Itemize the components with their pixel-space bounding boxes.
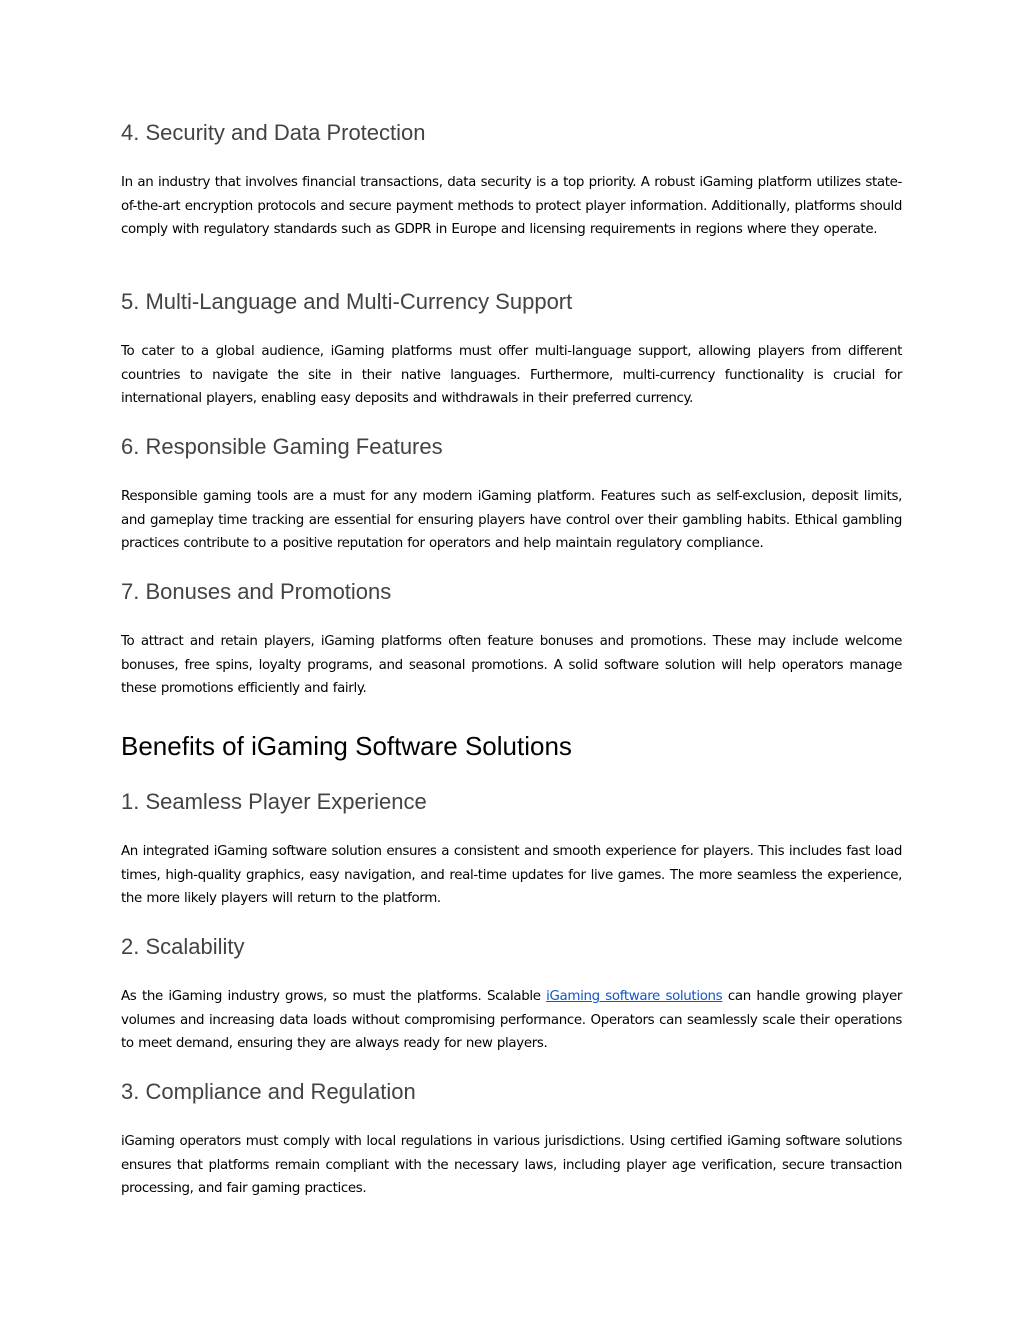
benefit-heading-scalability: 2. Scalability <box>121 934 245 959</box>
benefit-body-scalability <box>121 985 902 1056</box>
benefit-heading-seamless: 1. Seamless Player Experience <box>121 789 427 814</box>
section-body-responsible-gaming: Responsible gaming tools are a must for any modern iGaming platform. Features such as self-exclusion, deposit limits, and gameplay time tracking are essential for ensuring players have control over their gambling habits. Ethical gambling practices contribute to a positive reputation for operators and help maintain regulatory compliance. <box>121 489 902 551</box>
section-heading-responsible-gaming: 6. Responsible Gaming Features <box>121 434 443 459</box>
section-heading-multi-language: 5. Multi-Language and Multi-Currency Support <box>121 289 573 314</box>
section-body-security: In an industry that involves financial transactions, data security is a top priority. A robust iGaming platform utilizes state-of-the-art encryption protocols and secure payment methods to protect player information. Additionally, platforms should comply with regulatory standards such as GDPR in Europe and licensing requirements in regions where they operate. <box>121 175 902 237</box>
scalability-text-before: As the iGaming industry grows, so must the platforms. Scalable <box>121 989 547 1004</box>
scalability-text-after: can handle growing player volumes and increasing data loads without compromising performance. Operators can seamlessly scale their operations to meet demand, ensuring they are always ready for new players. <box>121 989 902 1051</box>
benefit-body-seamless: An integrated iGaming software solution ensures a consistent and smooth experience for players. This includes fast load times, high-quality graphics, easy navigation, and real-time updates for live games. The more seamless the experience, the more likely players will return to the platform. <box>121 844 902 906</box>
section-body-multi-language: To cater to a global audience, iGaming platforms must offer multi-language support, allowing players from different countries to navigate the site in their native languages. Furthermore, multi-currency functionality is crucial for international players, enabling easy deposits and withdrawals in their preferred currency. <box>121 344 902 406</box>
section-heading-security: 4. Security and Data Protection <box>121 120 426 145</box>
benefit-heading-compliance: 3. Compliance and Regulation <box>121 1079 416 1104</box>
benefit-body-compliance: iGaming operators must comply with local regulations in various jurisdictions. Using certified iGaming software solutions ensures that platforms remain compliant with the necessary laws, including player age verification, secure transaction processing, and fair gaming practices. <box>121 1134 902 1196</box>
igaming-software-solutions-link[interactable]: iGaming software solutions <box>546 989 723 1004</box>
benefits-title: Benefits of iGaming Software Solutions <box>121 731 572 761</box>
section-body-bonuses: To attract and retain players, iGaming platforms often feature bonuses and promotions. These may include welcome bonuses, free spins, loyalty programs, and seasonal promotions. A solid software solution will help operators manage these promotions efficiently and fairly. <box>121 634 902 696</box>
section-heading-bonuses: 7. Bonuses and Promotions <box>121 579 392 604</box>
